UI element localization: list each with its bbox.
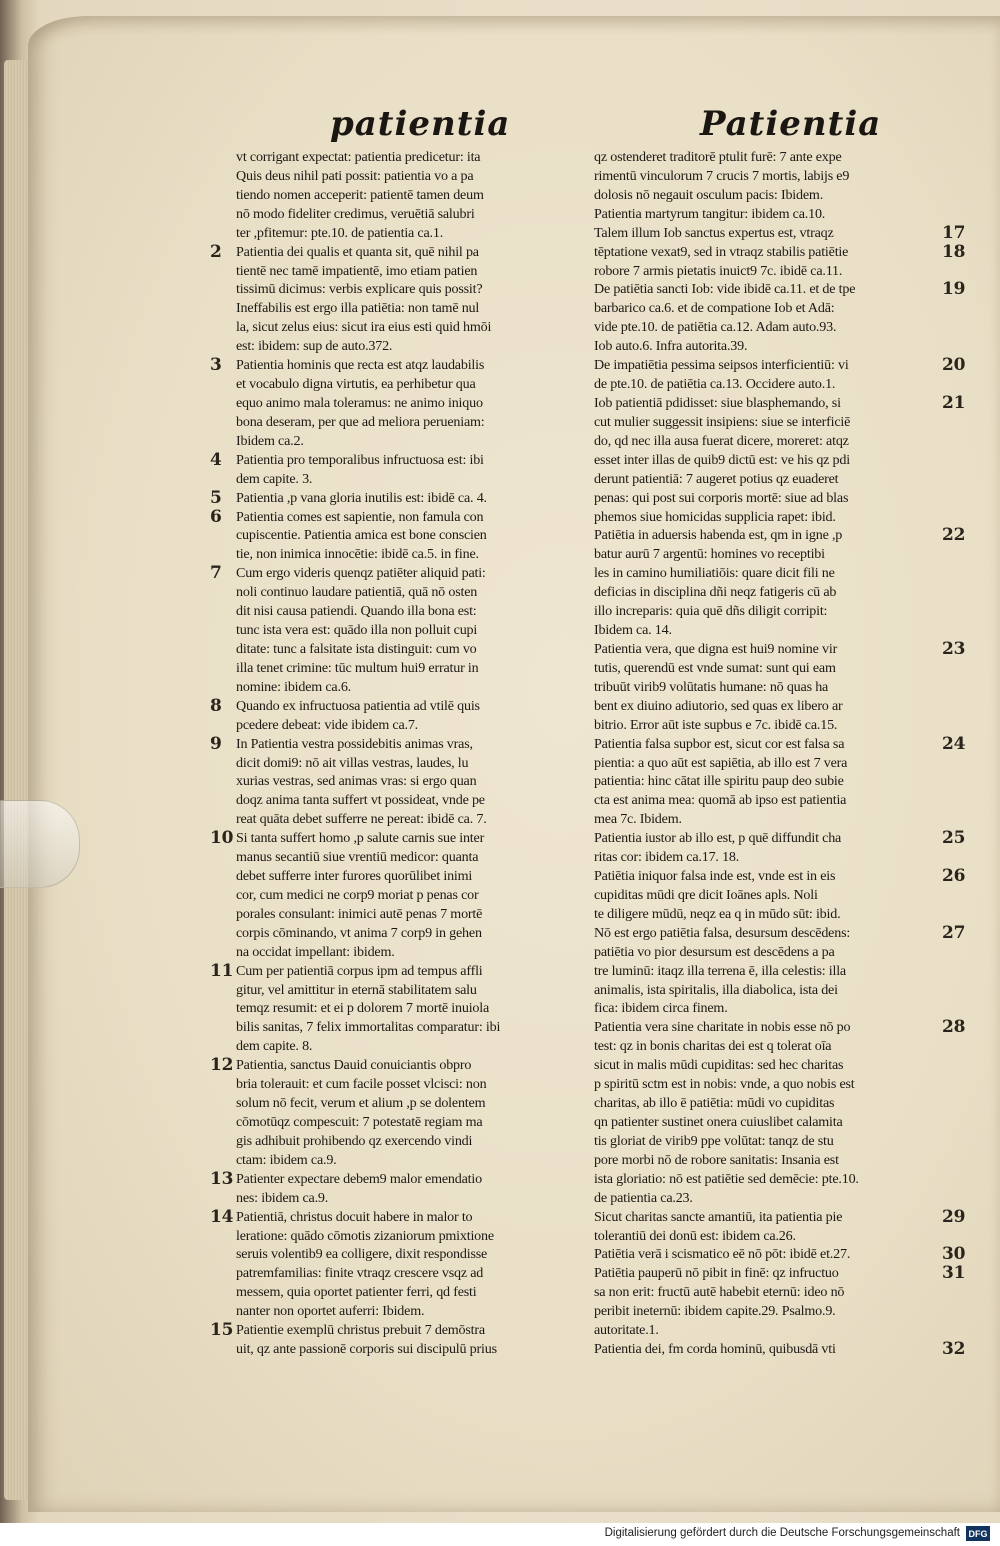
text-line: patiētia vo pior desursum est descēdens a pa xyxy=(594,943,835,960)
entry-number: 2 xyxy=(210,241,222,262)
text-line: patientia: hinc cātat ille spiritu paup deo subie xyxy=(594,773,844,790)
entry-number: 12 xyxy=(210,1055,234,1076)
text-line: bona deseram, per que ad meliora perueniam: xyxy=(236,413,485,430)
entry-number: 17 xyxy=(942,222,966,243)
entry-number: 30 xyxy=(942,1244,966,1265)
text-line: dem capite. 3. xyxy=(236,470,313,487)
text-line: Si tanta suffert homo ,p salute carnis sue inter xyxy=(236,830,485,847)
text-line: Patiētia verā i scismatico eē nō pōt: ibidē et.27. xyxy=(594,1246,851,1263)
text-line: dolosis nō negauit osculum pacis: Ibidem. xyxy=(594,186,824,203)
text-entry xyxy=(594,1244,966,1265)
text-entry xyxy=(210,1206,586,1322)
text-line: illo increparis: quia quē dñs diligit corripit: xyxy=(594,603,828,620)
text-line: rimentū vinculorum 7 crucis 7 mortis, labijs e9 xyxy=(594,167,850,184)
text-entry xyxy=(210,733,586,830)
text-line: debet sufferre inter furores quorūlibet inimi xyxy=(236,868,473,885)
text-entry xyxy=(594,1206,966,1246)
text-line: nō modo fideliter credimus, veruētiā salubri xyxy=(236,205,475,222)
entry-number: 27 xyxy=(942,922,966,943)
text-line: animalis, ista spiritalis, illa diabolica, ista dei xyxy=(594,981,838,998)
text-line: cut mulier suggessit insipiens: siue se interficiē xyxy=(594,413,851,430)
text-line: Patiētia pauperū nō pibit in finē: qz infructuo xyxy=(594,1265,839,1282)
text-line: dit nisi causa patiendi. Quando illa bona est: xyxy=(236,603,477,620)
text-line: mea 7c. Ibidem. xyxy=(594,811,682,828)
text-entry xyxy=(210,1168,586,1208)
text-line: batur aurū 7 argentū: homines vo receptibi xyxy=(594,546,825,563)
text-line: Patientia vera, que digna est hui9 nomine vir xyxy=(594,640,838,657)
text-line: manus secantiū siue vrentiū medicor: quanta xyxy=(236,849,479,866)
text-line: ctam: ibidem ca.9. xyxy=(236,1151,337,1168)
text-entry xyxy=(594,205,940,224)
text-line: barbarico ca.6. et de compatione Iob et Adā: xyxy=(594,300,835,317)
text-line: corpis cōminando, vt anima 7 corp9 in gehen xyxy=(236,924,482,941)
text-line: illa tenet crimine: tūc multum hui9 erratur in xyxy=(236,659,479,676)
text-line: ista gloriatio: nō est patiētie sed demēcie: pte.10. xyxy=(594,1170,859,1187)
text-line: tissimū dicimus: verbis explicare quis possit? xyxy=(236,281,483,298)
text-line: messem, quia oportet patienter ferri, qd festi xyxy=(236,1284,477,1301)
text-line: tiendo nomen acceperit: patientē tamen deum xyxy=(236,186,484,203)
text-line: ritas cor: ibidem ca.17. 18. xyxy=(594,849,740,866)
text-entry xyxy=(594,922,966,1019)
text-line: nes: ibidem ca.9. xyxy=(236,1189,329,1206)
entry-number: 19 xyxy=(942,279,966,300)
text-line: doqz anima tanta suffert vt possideat, vnde pe xyxy=(236,792,485,809)
text-line: Patientia vera sine charitate in nobis esse nō po xyxy=(594,1019,851,1036)
text-line: test: qz in bonis charitas dei est q tolerat oīa xyxy=(594,1038,832,1055)
text-line: Quis deus nihil pati possit: patientia vo a pa xyxy=(236,167,474,184)
text-entry xyxy=(594,638,966,735)
text-line: bent ex diuino adiutorio, sed quas ex libero ar xyxy=(594,697,843,714)
text-line: Sicut charitas sancte amantiū, ita patientia pie xyxy=(594,1208,843,1225)
text-entry xyxy=(594,1263,966,1340)
entry-number: 22 xyxy=(942,525,966,546)
text-entry xyxy=(210,1055,586,1170)
entry-number: 15 xyxy=(210,1320,234,1341)
text-line: Quando ex infructuosa patientia ad vtilē quis xyxy=(236,697,480,714)
text-line: fica: ibidem circa finem. xyxy=(594,1000,728,1017)
entry-number: 10 xyxy=(210,828,234,849)
entry-number: 13 xyxy=(210,1168,234,1189)
text-line: equo animo mala toleramus: ne animo iniquo xyxy=(236,394,483,411)
page-clip xyxy=(0,800,80,888)
text-line: Patientia ,p vana gloria inutilis est: ibidē ca. 4. xyxy=(236,489,487,506)
text-line: derunt patientiā: 7 augeret potius qz euaderet xyxy=(594,470,839,487)
text-line: Patiētia iniquor falsa inde est, vnde est in eis xyxy=(594,868,836,885)
text-line: peribit ineternū: ibidem capite.29. Psalmo.9. xyxy=(594,1303,836,1320)
text-entry xyxy=(210,355,586,451)
text-entry xyxy=(210,960,586,1057)
text-line: et vocabulo digna virtutis, ea perhibetur qua xyxy=(236,376,476,393)
text-line: Ibidem ca.2. xyxy=(236,432,304,449)
text-line: bitrio. Error aūt iste supbus e 7c. ibidē ca.15. xyxy=(594,716,838,733)
entry-number: 21 xyxy=(942,392,966,413)
text-entry xyxy=(594,733,966,830)
text-line: xurias vestras, sed animas vras: si ergo quan xyxy=(236,773,477,790)
entry-number: 14 xyxy=(210,1206,234,1227)
text-line: tre luminū: itaqz illa terrena ē, illa celestis: illa xyxy=(594,962,846,979)
text-line: robore 7 armis pietatis inuict9 7c. ibidē ca.11. xyxy=(594,262,843,279)
text-entry xyxy=(594,1017,966,1207)
text-line: dicit domi9: nō ait villas vestras, laudes, lu xyxy=(236,754,469,771)
text-line: Patientie exemplū christus prebuit 7 demōstra xyxy=(236,1322,485,1339)
text-line: gis adhibuit prohibendo qz exercendo vindi xyxy=(236,1132,473,1149)
text-line: bria tolerauit: et cum facile posset vlcisci: non xyxy=(236,1076,487,1093)
entry-number: 28 xyxy=(942,1017,966,1038)
text-line: tunc ista vera est: quādo illa non polluit cupi xyxy=(236,622,478,639)
text-line: leratione: quādo cōmotis zizaniorum pmixtione xyxy=(236,1227,494,1244)
text-entry xyxy=(594,525,966,640)
entry-number: 8 xyxy=(210,695,222,716)
entry-number: 29 xyxy=(942,1206,966,1227)
left-column xyxy=(210,148,586,1359)
running-head-right: Patientia xyxy=(700,104,882,144)
text-line: esset inter illas de quib9 dictū est: ve his qz pdi xyxy=(594,451,850,468)
entry-number: 20 xyxy=(942,355,966,376)
entry-number: 32 xyxy=(942,1339,966,1360)
text-line: te diligere mūdū, neqz ea q in mūdo sūt: ibid. xyxy=(594,905,841,922)
entry-number: 23 xyxy=(942,638,966,659)
text-line: tēptatione vexat9, sed in vtraqz stabilis patiētie xyxy=(594,243,849,260)
dfg-logo: DFG xyxy=(966,1526,990,1541)
entry-number: 25 xyxy=(942,828,966,849)
text-entry xyxy=(210,828,586,961)
text-line: qn patienter sustinet onera cuiuslibet calamita xyxy=(594,1114,843,1131)
text-line: vide pte.10. de patiētia ca.12. Adam auto.93. xyxy=(594,319,837,336)
text-line: vt corrigant expectat: patientia predicetur: ita xyxy=(236,149,481,165)
text-line: Nō est ergo patiētia falsa, desursum descēdens: xyxy=(594,924,851,941)
text-line: tis gloriat de virib9 ppe volūtat: tanqz de stu xyxy=(594,1132,834,1149)
text-entry xyxy=(594,355,966,394)
text-line: cupiditas mūdi qre dicit Ioānes apls. Noli xyxy=(594,886,818,903)
text-entry xyxy=(210,506,586,565)
text-line: bilis sanitas, 7 felix immortalitas comparatur: ibi xyxy=(236,1019,501,1036)
text-entry xyxy=(594,148,940,205)
text-line: penas: qui post sui corporis mortē: siue ad blas xyxy=(594,489,849,506)
text-line: pientia: a quo aūt est sapiētia, ab illo est 7 vera xyxy=(594,754,848,771)
text-line: porales consulant: inimici autē penas 7 mortē xyxy=(236,905,483,922)
entry-number: 7 xyxy=(210,563,222,584)
text-line: cor, cum medici ne corp9 moriat p penas cor xyxy=(236,886,479,903)
text-entry xyxy=(210,695,586,735)
text-entry xyxy=(594,241,966,281)
entry-number: 24 xyxy=(942,733,966,754)
text-line: nomine: ibidem ca.6. xyxy=(236,678,351,695)
text-line: Patiētia in aduersis habenda est, qm in igne ,p xyxy=(594,527,843,544)
text-entry xyxy=(594,392,966,526)
text-line: patremfamilias: finite vtraqz crescere vsqz ad xyxy=(236,1265,484,1282)
text-line: pcedere debeat: vide ibidem ca.7. xyxy=(236,716,419,733)
text-line: na occidat impellant: ibidem. xyxy=(236,943,395,960)
text-line: Patientia pro temporalibus infructuosa est: ibi xyxy=(236,451,484,468)
text-entry xyxy=(594,828,966,867)
text-line: cta est anima mea: quomā ab ipso est patientia xyxy=(594,792,847,809)
text-line: In Patientia vestra possidebitis animas vras, xyxy=(236,735,473,752)
text-line: ditate: tunc a falsitate ista distinguit: cum vo xyxy=(236,640,477,657)
text-line: Iob patientiā pdidisset: siue blasphemando, si xyxy=(594,394,841,411)
right-column xyxy=(594,148,966,1360)
page-stack xyxy=(4,60,28,1500)
text-entry xyxy=(594,279,966,356)
text-entry xyxy=(594,866,966,924)
text-line: Patientia hominis que recta est atqz laudabilis xyxy=(236,357,485,374)
text-line: dem capite. 8. xyxy=(236,1038,313,1055)
entry-number: 5 xyxy=(210,487,222,508)
text-line: est: ibidem: sup de auto.372. xyxy=(236,338,393,355)
text-line: autoritate.1. xyxy=(594,1322,659,1339)
text-line: tie, non inimica innocētie: ibidē ca.5. in fine. xyxy=(236,546,479,563)
text-line: seruis volentib9 ea colligere, dixit respondisse xyxy=(236,1246,488,1263)
text-line: pore morbi nō de robore sanitatis: Insania est xyxy=(594,1151,839,1168)
text-entry xyxy=(210,241,586,357)
text-line: solum nō fecit, verum et alium ,p se dolentem xyxy=(236,1095,486,1112)
text-line: sa non erit: fructū autē habebit eternū: ideo nō xyxy=(594,1284,845,1301)
entry-number: 11 xyxy=(210,960,234,981)
text-line: Patientia dei qualis et quanta sit, quē nihil pa xyxy=(236,243,479,260)
text-line: de pte.10. de patiētia ca.13. Occidere auto.1. xyxy=(594,376,836,393)
text-line: Ibidem ca. 14. xyxy=(594,622,672,639)
text-line: Ineffabilis est ergo illa patiētia: non tamē nul xyxy=(236,300,480,317)
entry-number: 3 xyxy=(210,355,222,376)
text-entry xyxy=(210,563,586,696)
text-line: sicut in malis mūdi cupiditas: sed hec charitas xyxy=(594,1057,844,1074)
text-line: Iob auto.6. Infra autorita.39. xyxy=(594,338,748,355)
text-line: qz ostenderet traditorē ptulit furē: 7 ante expe xyxy=(594,149,842,165)
entry-number: 9 xyxy=(210,733,222,754)
text-line: tolerantiū dei donū est: ibidem ca.26. xyxy=(594,1227,796,1244)
text-line: les in camino humiliatiōis: quare dicit fili ne xyxy=(594,565,835,582)
entry-number: 6 xyxy=(210,506,222,527)
text-line: Cum ergo videris quenqz patiēter aliquid pati: xyxy=(236,565,486,582)
text-line: Talem illum Iob sanctus expertus est, vtraqz xyxy=(594,224,834,241)
text-entry xyxy=(594,1339,966,1360)
text-entry xyxy=(210,1320,586,1359)
text-line: De impatiētia pessima seipsos interficientiū: vi xyxy=(594,357,849,374)
text-line: Patientia falsa supbor est, sicut cor est falsa sa xyxy=(594,735,845,752)
text-entry xyxy=(594,222,966,243)
text-line: temqz resumit: et ei p dolorem 7 mortē inuiola xyxy=(236,1000,490,1017)
text-line: Patientiā, christus docuit habere in malor to xyxy=(236,1208,473,1225)
text-line: nanter non oportet auferri: Ibidem. xyxy=(236,1303,425,1320)
text-line: p spiritū sctm est in nobis: vnde, a quo nobis est xyxy=(594,1076,855,1093)
text-entry xyxy=(236,148,586,243)
text-line: tutis, querendū est vnde sumat: sunt qui eam xyxy=(594,659,836,676)
text-line: uit, qz ante passionē corporis sui discipulū prius xyxy=(236,1341,497,1358)
text-line: ter ,pfitemur: pte.10. de patientia ca.1. xyxy=(236,224,444,241)
text-line: de patientia ca.23. xyxy=(594,1189,693,1206)
text-line: Patientia dei, fm corda hominū, quibusdā vti xyxy=(594,1341,836,1358)
text-line: la, sicut zelus eius: sicut ira eius esti quid hmōi xyxy=(236,319,492,336)
text-line: Patientia, sanctus Dauid conuiciantis obpro xyxy=(236,1057,472,1074)
text-line: noli continuo laudare patientiā, quā nō osten xyxy=(236,584,478,601)
funding-credit: Digitalisierung gefördert durch die Deutsche Forschungsgemeinschaft xyxy=(604,1527,960,1539)
entry-number: 31 xyxy=(942,1263,966,1284)
text-line: Patienter expectare debem9 malor emendatio xyxy=(236,1170,482,1187)
entry-number: 4 xyxy=(210,449,222,470)
text-line: Patientia martyrum tangitur: ibidem ca.10. xyxy=(594,205,826,222)
text-entry xyxy=(210,449,586,489)
text-line: do, qd nec illa ausa fuerat dicere, moreret: atqz xyxy=(594,432,849,449)
text-line: Patientia iustor ab illo est, p quē diffundit cha xyxy=(594,830,842,847)
text-line: De patiētia sancti Iob: vide ibidē ca.11. et de tpe xyxy=(594,281,856,298)
text-line: tientē nec tamē impatientē, imo etiam patien xyxy=(236,262,478,279)
text-line: Cum per patientiā corpus ipm ad tempus affli xyxy=(236,962,483,979)
text-entry xyxy=(210,487,586,508)
text-line: deficias in disciplina dñi neqz fatigeris cū ab xyxy=(594,584,837,601)
text-line: cōmotūqz compescuit: 7 potestatē regiam ma xyxy=(236,1114,483,1131)
footer-bar xyxy=(0,1523,1000,1546)
text-line: phemos siue homicidas supplicia rapet: ibid. xyxy=(594,508,836,525)
text-line: charitas, ab illo ē patiētia: mūdi vo cupiditas xyxy=(594,1095,835,1112)
text-line: gitur, vel amittitur in eternā stabilitatem salu xyxy=(236,981,477,998)
running-head-left: patientia xyxy=(330,104,511,144)
text-line: cupiscentie. Patientia amica est bone conscien xyxy=(236,527,487,544)
entry-number: 26 xyxy=(942,866,966,887)
text-line: tribuūt virib9 volūtatis humane: nō quas ha xyxy=(594,678,829,695)
text-line: reat quāta debet sufferre ne pereat: ibidē ca. 7. xyxy=(236,811,487,828)
text-line: Patientia comes est sapientie, non famula con xyxy=(236,508,484,525)
entry-number: 18 xyxy=(942,241,966,262)
